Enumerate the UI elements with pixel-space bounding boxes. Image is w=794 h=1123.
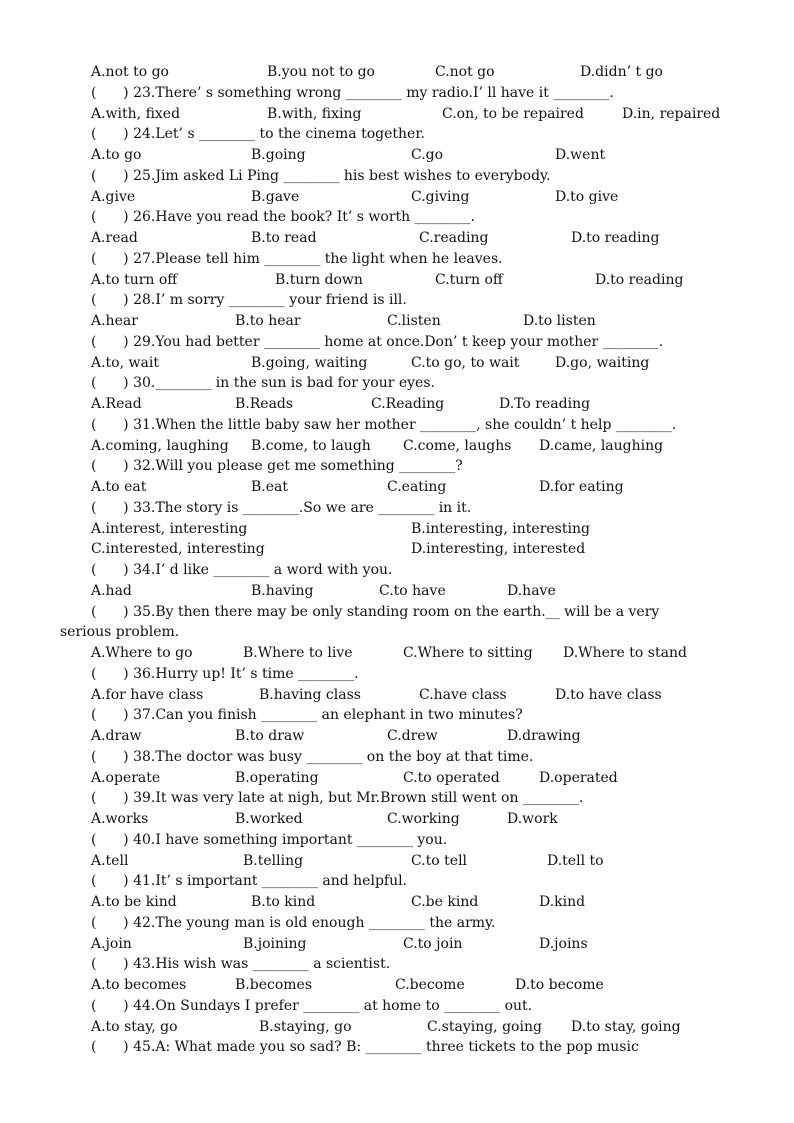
answer-option: B.interesting, interesting [411, 520, 590, 537]
answer-options-line [0, 934, 794, 954]
answer-option: C.reading [419, 230, 489, 246]
question-line [0, 602, 794, 622]
answer-option: D.go, waiting [555, 354, 650, 371]
answer-option: A.to go [91, 147, 142, 163]
question-text: ( ) 39.It was very late at nigh, but Mr.Brown still went on ________. [91, 790, 584, 807]
question-line [0, 560, 794, 580]
answer-option: B.come, to laugh [251, 437, 371, 454]
answer-option: A.to eat [91, 479, 147, 495]
answer-option: A.to becomes [91, 977, 187, 993]
question-line [0, 207, 794, 227]
answer-option: D.to stay, going [571, 1018, 681, 1035]
answer-options-line [0, 809, 794, 829]
answer-options-line [0, 436, 794, 456]
question-line [0, 788, 794, 808]
answer-option: D.to become [515, 977, 604, 993]
question-line [0, 830, 794, 850]
question-line [0, 622, 794, 642]
answer-option: B.joining [243, 935, 307, 952]
answer-option: D.interesting, interested [411, 541, 586, 558]
answer-option: D.kind [539, 894, 586, 910]
answer-option: D.to listen [523, 313, 596, 329]
answer-option: B.Reads [235, 396, 294, 412]
answer-options-line [0, 353, 794, 373]
answer-option: C.to operated [403, 769, 500, 786]
answer-option: D.went [555, 147, 606, 163]
answer-options-line [0, 851, 794, 871]
question-line [0, 332, 794, 352]
question-text: ( ) 26.Have you read the book? It’ s worth ________. [91, 209, 476, 226]
answer-option: C.to tell [411, 852, 468, 869]
answer-option: C.staying, going [427, 1018, 542, 1035]
answer-option: C.have class [419, 686, 507, 703]
answer-option: A.tell [91, 852, 129, 869]
question-text: ( ) 42.The young man is old enough ________ the army. [91, 914, 496, 931]
question-text: ( ) 44.On Sundays I prefer ________ at home to ________ out. [91, 997, 533, 1014]
answer-option: B.turn down [275, 271, 363, 288]
answer-options-line [0, 768, 794, 788]
question-line [0, 83, 794, 103]
answer-option: A.Where to go [91, 645, 193, 661]
answer-options-line [0, 104, 794, 124]
question-text: ( ) 27.Please tell him ________ the light when he leaves. [91, 250, 503, 267]
answer-option: B.with, fixing [267, 105, 362, 122]
answer-option: A.with, fixed [91, 105, 181, 122]
answer-option: B.having class [259, 686, 361, 703]
answer-options-line [0, 477, 794, 497]
answer-option: C.Reading [371, 396, 445, 412]
question-text: ( ) 35.By then there may be only standing room on the earth.__ will be a very [91, 603, 660, 620]
question-text: ( ) 34.I’ d like ________ a word with you. [91, 562, 393, 578]
question-line [0, 415, 794, 435]
question-text: ( ) 43.His wish was ________ a scientist. [91, 956, 391, 973]
answer-option: C.drew [387, 728, 438, 744]
answer-option: C.listen [387, 313, 441, 329]
answer-option: C.become [395, 977, 465, 993]
answer-options-line [0, 975, 794, 995]
answer-option: C.go [411, 147, 444, 163]
answer-options-line [0, 187, 794, 207]
answer-option: C.turn off [435, 271, 503, 288]
question-line [0, 249, 794, 269]
answer-option: C.come, laughs [403, 437, 512, 454]
question-line [0, 705, 794, 725]
answer-option: D.didn’ t go [580, 64, 663, 80]
question-line [0, 124, 794, 144]
answer-option: B.Where to live [243, 645, 353, 661]
answer-option: A.to stay, go [91, 1018, 178, 1035]
answer-option: A.not to go [91, 64, 169, 80]
answer-option: D.to reading [571, 230, 660, 246]
answer-options-line [0, 1017, 794, 1037]
answer-option: B.having [251, 582, 314, 599]
answer-option: A.draw [91, 728, 142, 744]
answer-option: A.give [91, 188, 136, 205]
answer-option: A.read [91, 230, 138, 246]
answer-option: C.on, to be repaired [442, 105, 584, 122]
answer-option: C.to go, to wait [411, 354, 520, 371]
answer-option: D.for eating [539, 479, 624, 495]
answer-option: B.telling [243, 852, 304, 869]
question-line [0, 166, 794, 186]
answer-option: C.be kind [411, 894, 479, 910]
question-text: ( ) 32.Will you please get me something ________? [91, 458, 463, 475]
question-line [0, 664, 794, 684]
answer-options-line [0, 270, 794, 290]
question-line [0, 747, 794, 767]
answer-option: D.tell to [547, 852, 604, 869]
answer-options-line [0, 892, 794, 912]
answer-options-line [0, 394, 794, 414]
question-line [0, 456, 794, 476]
answer-option: B.staying, go [259, 1018, 352, 1035]
answer-option: A.join [91, 935, 132, 952]
answer-option: D.to have class [555, 686, 662, 703]
answer-options-line [0, 539, 794, 559]
question-text: ( ) 41.It’ s important ________ and helpful. [91, 873, 408, 890]
answer-option: B.to read [251, 230, 317, 246]
answer-option: C.not go [435, 64, 495, 80]
answer-option: B.becomes [235, 977, 312, 993]
question-text: serious problem. [60, 624, 180, 641]
answer-option: B.to kind [251, 894, 316, 910]
answer-option: C.to have [379, 582, 446, 599]
answer-option: B.gave [251, 188, 300, 205]
answer-option: A.for have class [91, 686, 204, 703]
answer-options-line [0, 581, 794, 601]
question-text: ( ) 28.I’ m sorry ________ your friend is ill. [91, 292, 407, 309]
answer-option: D.drawing [507, 728, 581, 744]
answer-option: D.came, laughing [539, 437, 664, 454]
question-line [0, 290, 794, 310]
answer-option: C.eating [387, 479, 447, 495]
question-text: ( ) 30.________ in the sun is bad for your eyes. [91, 375, 435, 392]
question-text: ( ) 25.Jim asked Li Ping ________ his best wishes to everybody. [91, 167, 551, 184]
answer-option: B.eat [251, 479, 288, 495]
answer-option: A.coming, laughing [91, 437, 229, 454]
answer-option: A.to be kind [91, 894, 177, 910]
question-line [0, 954, 794, 974]
answer-options-line [0, 228, 794, 248]
answer-option: D.to reading [595, 271, 684, 288]
answer-option: C.Where to sitting [403, 645, 533, 661]
answer-options-line [0, 311, 794, 331]
answer-option: C.to join [403, 935, 463, 952]
question-text: ( ) 40.I have something important ________ you. [91, 831, 448, 848]
question-line [0, 498, 794, 518]
answer-option: A.Read [91, 396, 142, 412]
answer-option: D.operated [539, 769, 618, 786]
question-line [0, 373, 794, 393]
question-text: ( ) 37.Can you finish ________ an elephant in two minutes? [91, 707, 523, 724]
answer-option: A.interest, interesting [91, 520, 248, 537]
answer-option: B.worked [235, 811, 303, 827]
answer-option: D.in, repaired [622, 105, 721, 122]
answer-option: B.to hear [235, 313, 301, 329]
question-text: ( ) 24.Let’ s ________ to the cinema together. [91, 126, 425, 143]
question-line [0, 996, 794, 1016]
answer-option: B.to draw [235, 728, 305, 744]
answer-option: B.going [251, 147, 306, 163]
answer-option: C.working [387, 811, 460, 827]
answer-option: A.to turn off [91, 271, 178, 288]
question-line [0, 1037, 794, 1057]
answer-option: A.works [91, 811, 149, 827]
question-text: ( ) 36.Hurry up! It’ s time ________. [91, 665, 359, 682]
answer-option: A.operate [91, 769, 161, 786]
answer-option: C.giving [411, 188, 470, 205]
answer-option: A.to, wait [91, 354, 159, 371]
answer-option: B.operating [235, 769, 319, 786]
answer-options-line [0, 685, 794, 705]
answer-options-line [0, 643, 794, 663]
question-line [0, 913, 794, 933]
question-text: ( ) 33.The story is ________.So we are ________ in it. [91, 499, 472, 516]
answer-option: D.have [507, 582, 556, 599]
answer-option: D.to give [555, 188, 619, 205]
answer-option: D.joins [539, 935, 588, 952]
question-text: ( ) 45.A: What made you so sad? B: ________ three tickets to the pop music [91, 1039, 639, 1056]
answer-option: A.hear [91, 313, 138, 329]
answer-option: D.To reading [499, 396, 591, 412]
answer-options-line [0, 145, 794, 165]
answer-option: A.had [91, 582, 132, 599]
question-text: ( ) 31.When the little baby saw her mother ________, she couldn’ t help ________. [91, 416, 677, 433]
question-text: ( ) 38.The doctor was busy ________ on the boy at that time. [91, 748, 534, 765]
question-line [0, 871, 794, 891]
answer-option: B.you not to go [267, 64, 375, 80]
answer-options-line [0, 519, 794, 539]
answer-options-line [0, 62, 794, 82]
question-text: ( ) 23.There’ s something wrong ________ my radio.I’ ll have it ________. [91, 84, 614, 101]
answer-option: C.interested, interesting [91, 541, 265, 558]
answer-option: B.going, waiting [251, 354, 368, 371]
answer-option: D.work [507, 811, 558, 827]
answer-options-line [0, 726, 794, 746]
question-text: ( ) 29.You had better ________ home at once.Don’ t keep your mother ________. [91, 333, 664, 350]
answer-option: D.Where to stand [563, 645, 687, 661]
